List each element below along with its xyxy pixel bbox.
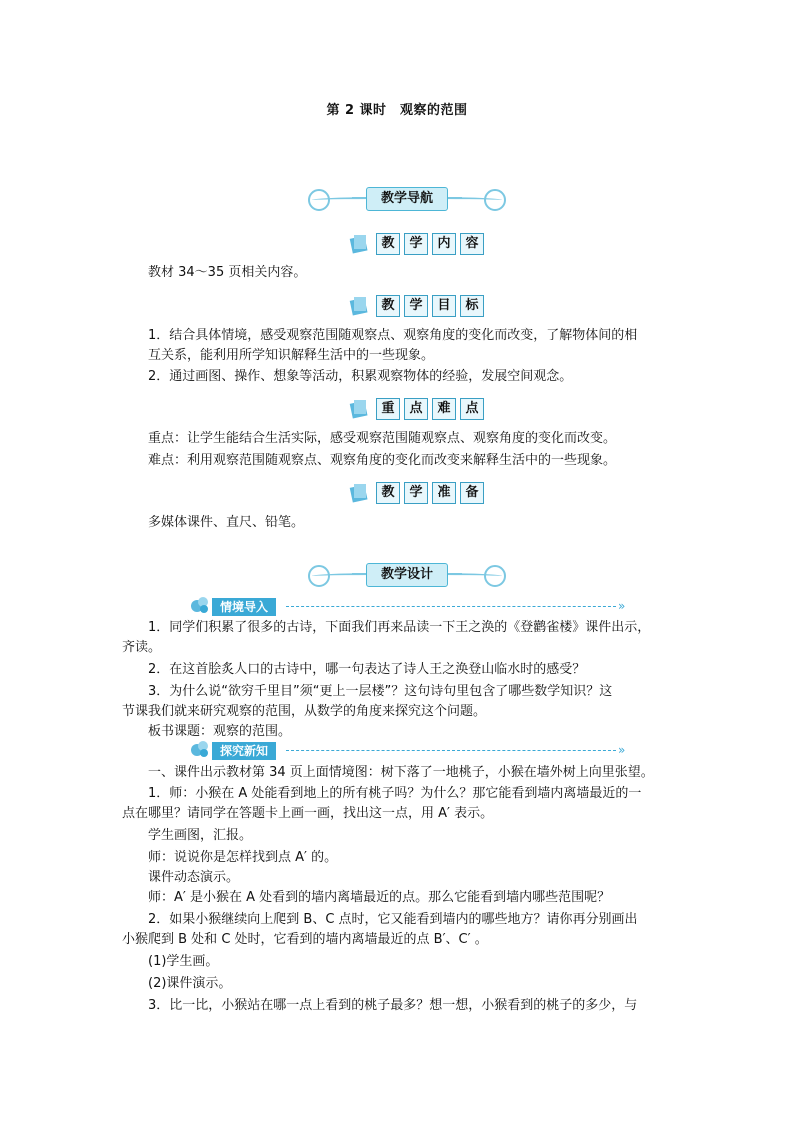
explore-6-line-1: 2．如果小猴继续向上爬到 B、C 点时，它又能看到墙内的哪些地方？请你再分别画出 [148, 912, 638, 927]
subheading-char: 标 [460, 295, 484, 317]
dashed-divider [286, 750, 616, 751]
banner-label: 教学导航 [366, 187, 448, 211]
subheading-char: 内 [432, 233, 456, 255]
explore-5: 师：A′ 是小猴在 A 处看到的墙内离墙最近的点。那么它能看到墙内哪些范围呢？ [148, 890, 611, 905]
goal-1-line-2: 互关系，能利用所学知识解释生活中的一些现象。 [148, 348, 435, 363]
intro-4: 板书课题：观察的范围。 [148, 724, 292, 739]
book-icon [348, 482, 370, 504]
section-banner-teaching-design [312, 561, 502, 589]
explore-2: 学生画图，汇报。 [148, 828, 253, 843]
subheading-char: 准 [432, 482, 456, 504]
subheading-char: 学 [404, 295, 428, 317]
subheading-char: 难 [432, 398, 456, 420]
banner-curl-left [308, 565, 330, 587]
section-tag-label: 探究新知 [212, 742, 276, 760]
subheading-char: 容 [460, 233, 484, 255]
banner-curl-right [484, 565, 506, 587]
book-icon [348, 295, 370, 317]
subheading-char: 教 [376, 482, 400, 504]
double-arrow-icon: » [618, 743, 626, 757]
explore-6-line-2: 小猴爬到 B 处和 C 处时，它看到的墙内离墙最近的点 B′、C′ 。 [122, 932, 488, 947]
subheading-char: 教 [376, 233, 400, 255]
explore-0: 一、课件出示教材第 34 页上面情境图：树下落了一地桃子，小猴在墙外树上向里张望。 [148, 765, 654, 780]
section-tag-label: 情境导入 [212, 598, 276, 616]
key-point-text: 重点：让学生能结合生活实际，感受观察范围随观察点、观察角度的变化而改变。 [148, 431, 617, 446]
banner-curl-left [308, 189, 330, 211]
intro-1-line-1: 1．同学们积累了很多的古诗，下面我们再来品读一下王之涣的《登鹳雀楼》课件出示， [148, 620, 651, 635]
banner-label: 教学设计 [366, 563, 448, 587]
explore-7: (1)学生画。 [148, 954, 219, 969]
subheading-char: 学 [404, 482, 428, 504]
explore-3: 师：说说你是怎样找到点 A′ 的。 [148, 850, 338, 865]
subheading-char: 重 [376, 398, 400, 420]
dashed-divider [286, 606, 616, 607]
subheading-char: 学 [404, 233, 428, 255]
section-tag-explore [188, 742, 648, 760]
subheading-char: 备 [460, 482, 484, 504]
section-tag-intro [188, 598, 648, 616]
explore-1-line-2: 点在哪里？请同学在答题卡上画一画，找出这一点，用 A′ 表示。 [122, 806, 494, 821]
subheading-char: 点 [460, 398, 484, 420]
section-banner-teaching-guide [312, 185, 502, 213]
explore-4: 课件动态演示。 [148, 870, 240, 885]
subheading-char: 教 [376, 295, 400, 317]
goal-1-line-1: 1．结合具体情境，感受观察范围随观察点、观察角度的变化而改变，了解物体间的相 [148, 328, 638, 343]
difficulty-text: 难点：利用观察范围随观察点、观察角度的变化而改变来解释生活中的一些现象。 [148, 453, 617, 468]
explore-9: 3．比一比，小猴站在哪一点上看到的桃子最多？想一想，小猴看到的桃子的多少，与 [148, 998, 638, 1013]
flower-icon [188, 738, 214, 760]
content-text: 教材 34～35 页相关内容。 [148, 265, 307, 280]
book-icon [348, 233, 370, 255]
explore-1-line-1: 1．师：小猴在 A 处能看到地上的所有桃子吗？为什么？那它能看到墙内离墙最近的一 [148, 786, 642, 801]
intro-3-line-2: 节课我们就来研究观察的范围，从数学的角度来探究这个问题。 [122, 704, 487, 719]
flower-icon [188, 594, 214, 616]
preparation-text: 多媒体课件、直尺、铅笔。 [148, 515, 305, 530]
subheading-char: 目 [432, 295, 456, 317]
subheading-char: 点 [404, 398, 428, 420]
goal-2: 2．通过画图、操作、想象等活动，积累观察物体的经验，发展空间观念。 [148, 369, 573, 384]
book-icon [348, 398, 370, 420]
banner-curl-right [484, 189, 506, 211]
intro-1-line-2: 齐读。 [122, 640, 162, 655]
explore-8: (2)课件演示。 [148, 976, 232, 991]
double-arrow-icon: » [618, 599, 626, 613]
intro-3-line-1: 3．为什么说“欲穷千里目”须“更上一层楼”？这句诗句里包含了哪些数学知识？这 [148, 684, 613, 699]
page-title: 第 2 课时 观察的范围 [326, 103, 468, 118]
intro-2: 2．在这首脍炙人口的古诗中，哪一句表达了诗人王之涣登山临水时的感受？ [148, 662, 586, 677]
